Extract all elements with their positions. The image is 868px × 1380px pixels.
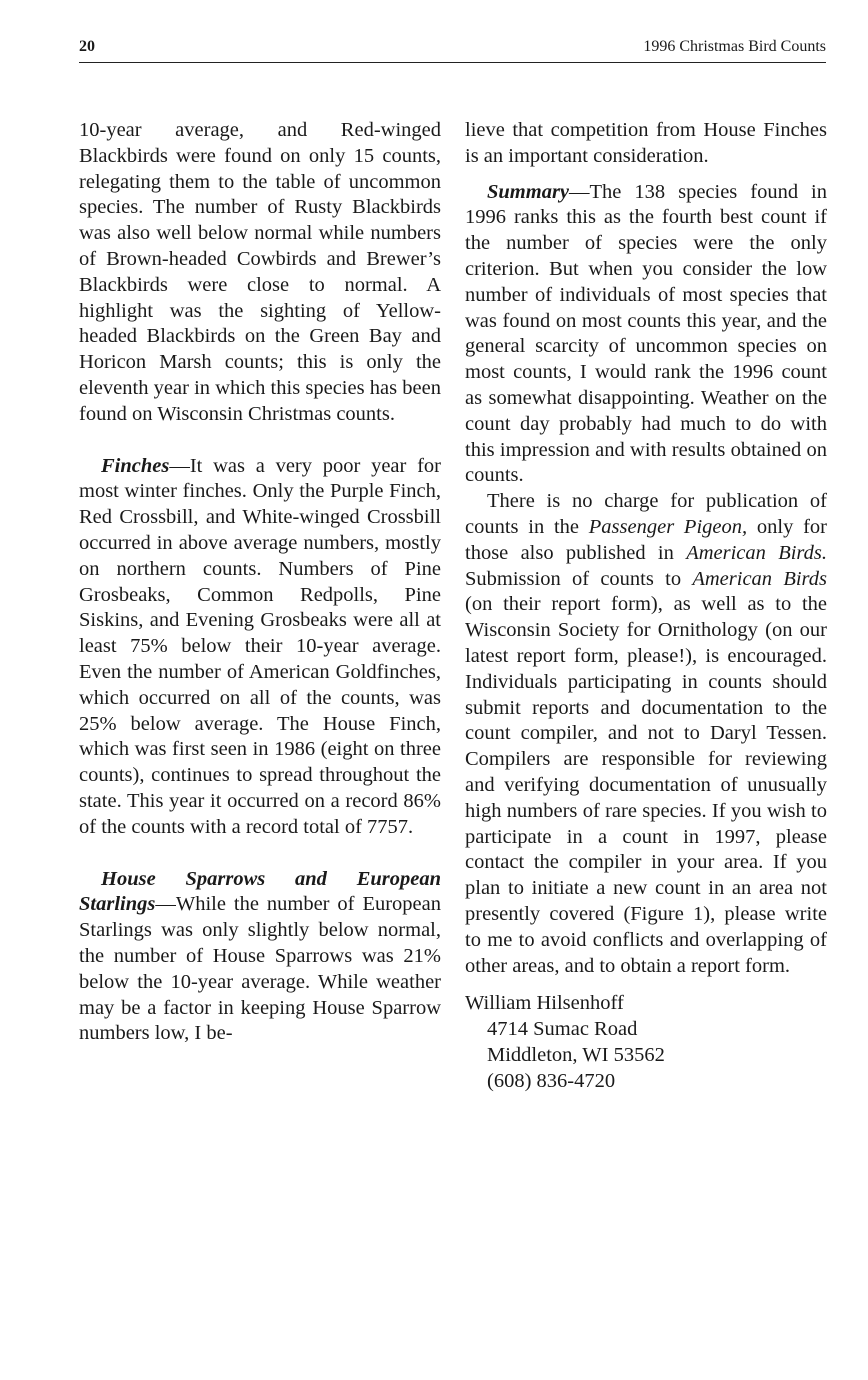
page-number: 20 <box>79 38 95 55</box>
finches-text: It was a very poor year for most winter finches. Only the Purple Finch, Red Crossbill, and White-winged Crossbill occurred in above average numbers, mostly on northern counts. Numbers of Pine Grosbeaks, Common Redpolls, Pine Siskins, and Evening Grosbeaks were all at least 75% below their 10-year average. Even the number of American Goldfinches, which occurred on all of the counts, was 25% below average. The House Finch, which was first seen in 1986 (eight on three counts), continues to spread throughout the state. This year it occurred on a record 86% of the counts with a record total of 7757. <box>79 454 441 838</box>
sparrows-heading: House Sparrows and European Starlings <box>79 867 441 916</box>
publication-text-4: (on their report form), as well as to the Wisconsin Society for Ornithology (on our latest report form, please!), is encouraged. Individuals participating in counts should submit reports and documentation to the count compiler, and not to Daryl Tessen. Compilers are responsible for reviewing and verifying documentation of unusually high numbers of rare species. If you wish to participate in a count in 1997, please contact the compiler in your area. If you plan to initiate a new count in an area not presently covered (Figure 1), please write to me to avoid conflicts and overlapping of other areas, and to obtain a report form. <box>465 593 827 977</box>
em-dash <box>569 181 590 203</box>
em-dash <box>155 893 176 915</box>
paragraph-summary <box>465 180 827 490</box>
author-signature <box>465 991 827 1094</box>
summary-text: The 138 species found in 1996 ranks this as the fourth best count if the number of species were the only criterion. But when you consider the low number of individuals of most species that was found on most counts this year, and the general scarcity of uncommon species on most counts, I would rank the 1996 count as somewhat disappointing. Weather on the count day probably had much to do with this impression and with results obtained on counts. <box>465 180 827 487</box>
em-dash <box>169 455 190 477</box>
summary-heading: Summary <box>487 180 570 203</box>
paragraph-publication <box>465 489 827 979</box>
author-phone: (608) 836-4720 <box>487 1069 616 1092</box>
paragraph-blackbirds: 10-year average, and Red-winged Blackbirds were found on only 15 counts, relegating them to the table of uncommon species. The number of Rusty Blackbirds was also well below normal while numbers of Brown-headed Cowbirds and Brewer’s Blackbirds were close to normal. A highlight was the sighting of Yellow-headed Blackbirds on the Green Bay and Horicon Marsh counts; this is only the eleventh year in which this species has been found on Wisconsin Christmas counts. <box>79 119 441 425</box>
publication-text-3: Submission of counts to <box>465 567 693 590</box>
right-column <box>465 118 827 1094</box>
paragraph-sparrows <box>79 867 441 1048</box>
sparrows-text: While the number of European Starlings was only slightly below normal, the number of House Sparrows was 21% below the 10-year average. While weather may be a factor in keeping House Sparrow numbers low, I be- <box>79 893 441 1045</box>
publication-text-1: There is no charge for publication of counts in the <box>465 490 827 538</box>
left-column <box>79 118 441 1047</box>
page-header <box>79 36 826 63</box>
author-city: Middleton, WI 53562 <box>487 1043 665 1066</box>
journal-title-american-birds-2: American Birds <box>692 567 827 590</box>
journal-title-american-birds: American Birds. <box>686 541 827 564</box>
author-street: 4714 Sumac Road <box>487 1018 638 1041</box>
paragraph-continuation: lieve that competition from House Finches is an important consideration. <box>465 119 827 167</box>
running-title: 1996 Christmas Bird Counts <box>643 38 826 55</box>
paragraph-finches <box>79 454 441 841</box>
journal-title-passenger-pigeon: Passenger Pigeon, <box>588 515 748 538</box>
author-name: William Hilsenhoff <box>465 992 624 1015</box>
publication-text-2: only for those also published in <box>465 515 827 564</box>
finches-heading: Finches <box>101 454 170 477</box>
